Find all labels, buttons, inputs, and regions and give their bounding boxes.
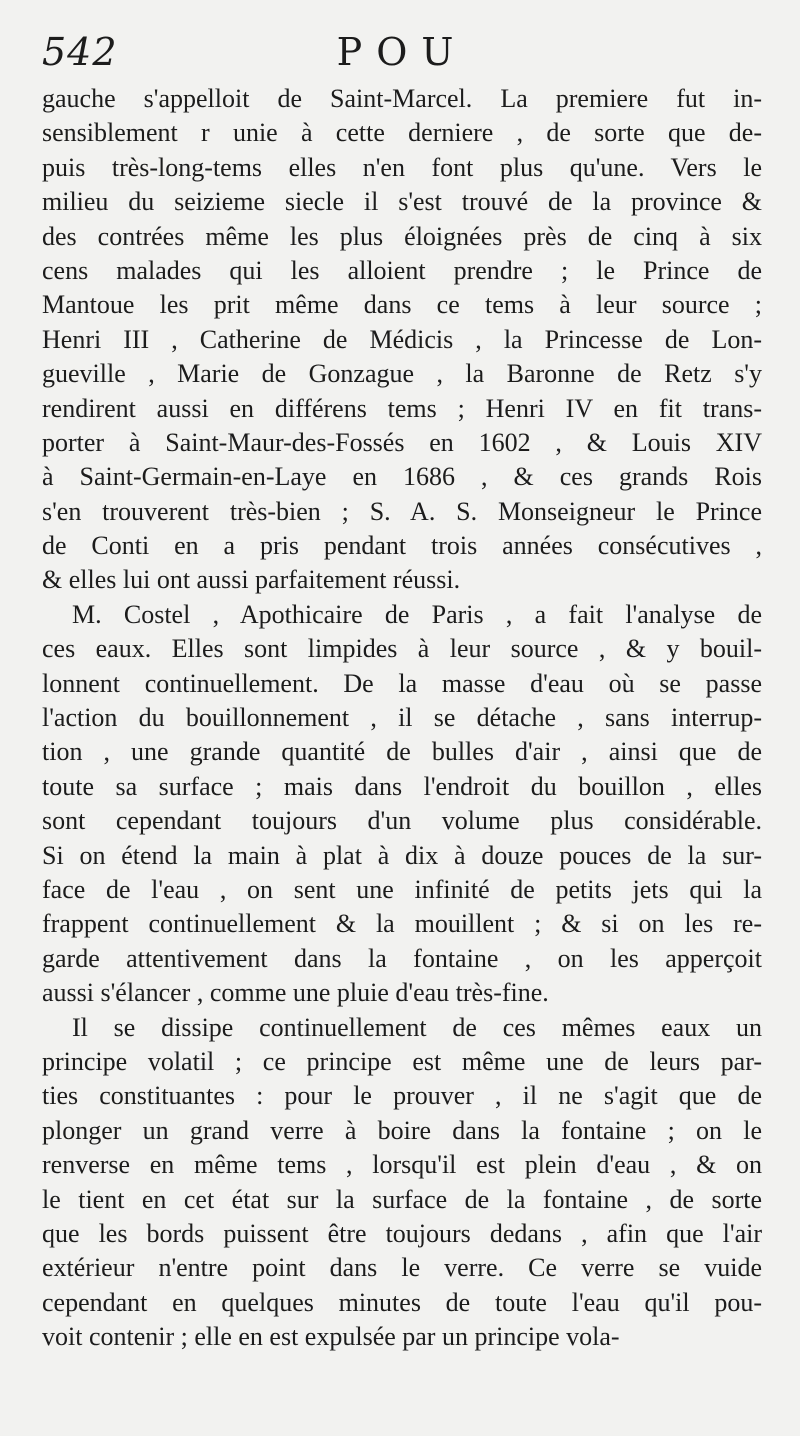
- text-line: & elles lui ont aussi parfaitement réussi.: [42, 565, 461, 595]
- text-line: des contrées même les plus éloignées près de cinq à six: [42, 221, 762, 251]
- text-line: aussi s'élancer , comme une pluie d'eau très-fine.: [42, 978, 549, 1008]
- text-line: principe volatil ; ce principe est même une de leurs par-: [42, 1046, 762, 1076]
- paragraph: [42, 82, 762, 598]
- text-line: Henri III , Catherine de Médicis , la Princesse de Lon-: [42, 324, 762, 354]
- text-line: gauche s'appelloit de Saint-Marcel. La premiere fut in-: [42, 84, 762, 113]
- text-line: de Conti en a pris pendant trois années consécutives ,: [42, 531, 762, 561]
- text-line: le tient en cet état sur la surface de la fontaine , de sorte: [42, 1184, 762, 1214]
- text-line: sensiblement r unie à cette derniere , de sorte que de-: [42, 118, 762, 148]
- text-line: Il se dissipe continuellement de ces mêmes eaux un: [72, 1012, 762, 1042]
- body-text: [42, 82, 762, 1354]
- text-line: lonnent continuellement. De la masse d'eau où se passe: [42, 668, 762, 698]
- text-line: milieu du seizieme siecle il s'est trouvé de la province &: [42, 187, 762, 217]
- text-line: renverse en même tems , lorsqu'il est plein d'eau , & on: [42, 1150, 762, 1180]
- running-head: POU: [336, 30, 468, 74]
- paragraph: [42, 1011, 762, 1355]
- text-line: ces eaux. Elles sont limpides à leur source , & y bouil-: [42, 634, 762, 664]
- text-line: tion , une grande quantité de bulles d'air , ainsi que de: [42, 737, 762, 767]
- page-number: 542: [42, 30, 118, 74]
- text-line: rendirent aussi en différens tems ; Henri IV en fit trans-: [42, 393, 762, 423]
- text-line: frappent continuellement & la mouillent ; & si on les re-: [42, 909, 762, 939]
- text-line: puis très-long-tems elles n'en font plus qu'une. Vers le: [42, 152, 762, 182]
- text-line: toute sa surface ; mais dans l'endroit du bouillon , elles: [42, 771, 762, 801]
- text-line: ties constituantes : pour le prouver , il ne s'agit que de: [42, 1081, 762, 1111]
- text-line: face de l'eau , on sent une infinité de petits jets qui la: [42, 874, 762, 904]
- text-line: cens malades qui les alloient prendre ; le Prince de: [42, 255, 762, 285]
- text-line: cependant en quelques minutes de toute l'eau qu'il pou-: [42, 1287, 762, 1317]
- text-line: garde attentivement dans la fontaine , on les apperçoit: [42, 943, 762, 973]
- page-header: [42, 28, 762, 82]
- text-line: que les bords puissent être toujours dedans , afin que l'air: [42, 1218, 762, 1248]
- text-line: Mantoue les prit même dans ce tems à leur source ;: [42, 290, 762, 320]
- text-line: porter à Saint-Maur-des-Fossés en 1602 , & Louis XIV: [42, 427, 762, 457]
- text-line: à Saint-Germain-en-Laye en 1686 , & ces grands Rois: [42, 462, 762, 492]
- text-line: plonger un grand verre à boire dans la fontaine ; on le: [42, 1115, 762, 1145]
- text-line: sont cependant toujours d'un volume plus considérable.: [42, 806, 762, 836]
- paragraph: [42, 598, 762, 1011]
- text-line: gueville , Marie de Gonzague , la Baronne de Retz s'y: [42, 359, 762, 389]
- text-line: Si on étend la main à plat à dix à douze pouces de la sur-: [42, 840, 762, 870]
- text-line: l'action du bouillonnement , il se détache , sans interrup-: [42, 703, 762, 733]
- text-line: M. Costel , Apothicaire de Paris , a fait l'analyse de: [72, 599, 762, 629]
- text-line: s'en trouverent très-bien ; S. A. S. Monseigneur le Prince: [42, 496, 762, 526]
- text-line: extérieur n'entre point dans le verre. Ce verre se vuide: [42, 1253, 762, 1283]
- text-line: voit contenir ; elle en est expulsée par un principe vola-: [42, 1322, 620, 1352]
